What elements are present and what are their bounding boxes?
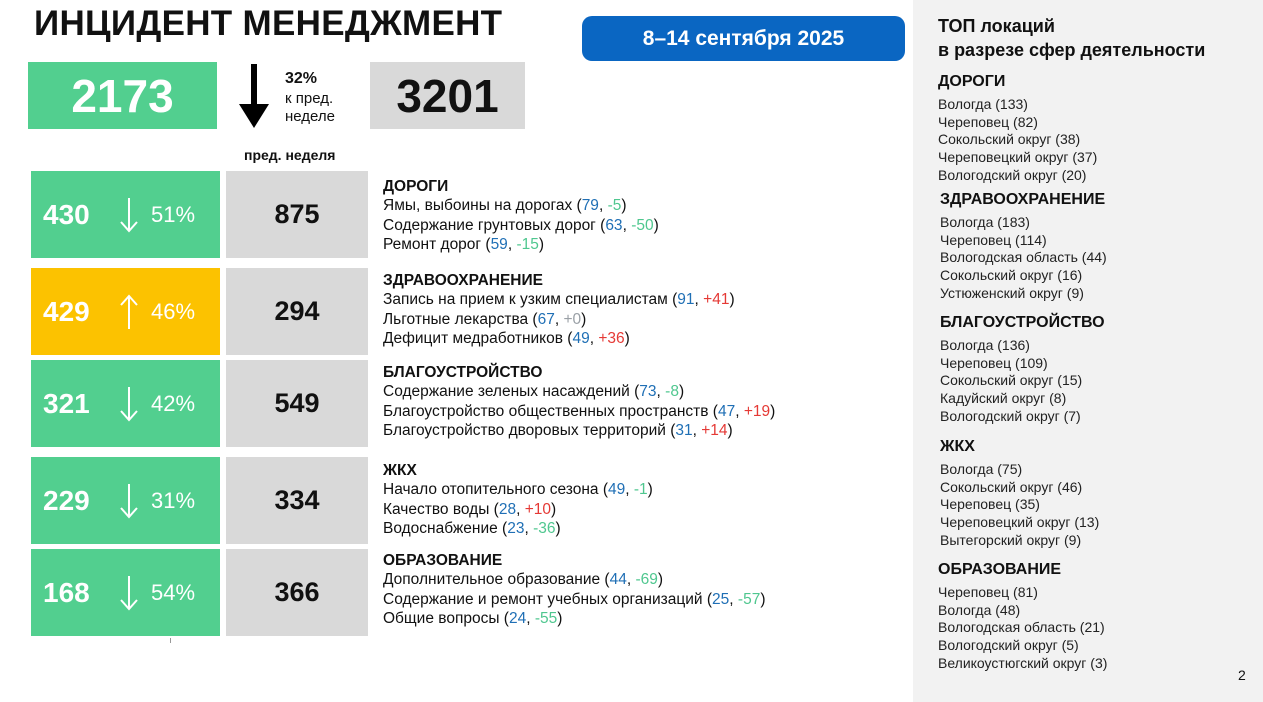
sidebar-location-item: Череповец (81) [938,584,1038,600]
subcategory-count: 24 [508,610,527,628]
category-count-box [31,360,220,447]
arrow-up-icon [119,293,139,331]
subcategory-label: Водоснабжение [383,520,498,538]
subcategory-delta: +0 [563,310,582,328]
subcategory-item: Общие вопросы (24, -55) [383,610,563,628]
category-details [383,271,735,349]
subcategory-label: Содержание и ремонт учебных организаций [383,590,703,608]
arrow-down-icon [119,482,139,520]
arrow-down-icon [119,196,139,234]
change-caption-line1: к пред. [285,90,334,107]
change-caption-line2: неделе [285,108,335,125]
subcategory-item: Водоснабжение (23, -36) [383,520,561,538]
category-details [383,177,659,255]
subcategory-delta: +19 [743,402,771,420]
sidebar-location-item: Сокольский округ (46) [940,478,1083,495]
sidebar-section-title: ОБРАЗОВАНИЕ [938,561,1062,578]
category-count: 168 [43,576,90,608]
sidebar-section [940,437,1099,550]
sidebar-location-item: Вологодский округ (7) [940,407,1081,424]
arrow-down-icon [119,385,139,423]
category-count: 321 [43,387,90,419]
sidebar-location-item: Устюженский округ (9) [940,284,1084,301]
subcategory-label: Благоустройство общественных пространств [383,402,709,420]
category-prev-week: 875 [226,171,368,258]
sidebar-location-item: Череповец (114) [940,231,1047,248]
sidebar-location-item: Вологда (136) [940,337,1030,353]
subcategory-count: 28 [498,500,517,518]
sidebar-location-item: Череповец (35) [940,496,1040,513]
sidebar-section [940,190,1107,303]
page-title: ИНЦИДЕНТ МЕНЕДЖМЕНТ [34,4,503,43]
subcategory-label: Дополнительное образование [383,571,601,589]
sidebar-location-item: Вологда (183) [940,214,1030,230]
subcategory-item: Благоустройство общественных пространств (47, +19) [383,402,776,420]
category-count: 430 [43,198,90,230]
category-name: ОБРАЗОВАНИЕ [383,552,503,569]
page-number: 2 [1238,667,1246,683]
sidebar-location-item: Сокольский округ (16) [940,267,1083,284]
subcategory-count: 63 [605,216,623,234]
date-range-badge: 8–14 сентября 2025 [582,16,905,61]
sidebar-section [938,560,1107,673]
sidebar-location-item: Сокольский округ (15) [940,372,1083,389]
subcategory-delta: -15 [516,236,539,254]
category-change-percent: 54% [151,579,196,605]
subcategory-delta: +10 [524,500,552,518]
subcategory-label: Ямы, выбоины на дорогах [383,197,573,215]
subcategory-count: 31 [675,422,693,440]
subcategory-delta: +14 [701,422,728,440]
prev-week-label: пред. неделя [244,147,336,163]
subcategory-count: 67 [537,310,555,328]
category-change-percent: 46% [151,298,196,324]
subcategory-delta: -5 [607,197,622,215]
category-prev-week: 549 [226,360,368,447]
sidebar-location-item: Вологодский округ (5) [938,637,1079,654]
change-percent: 32% [285,70,318,87]
sidebar-section-title: ДОРОГИ [938,73,1006,90]
category-name: БЛАГОУСТРОЙСТВО [383,364,543,381]
subcategory-label: Качество воды [383,500,490,518]
sidebar-section-title: ЖКХ [940,438,975,455]
change-caption [285,90,335,126]
subcategory-item: Благоустройство дворовых территорий (31, +14) [383,422,733,440]
subcategory-item: Содержание грунтовых дорог (63, -50) [383,216,659,234]
subcategory-item: Ямы, выбоины на дорогах (79, -5) [383,197,627,215]
subcategory-count: 23 [507,520,525,538]
subcategory-label: Общие вопросы [383,610,500,628]
sidebar-location-item: Сокольский округ (38) [938,131,1081,148]
subcategory-label: Благоустройство дворовых территорий [383,422,666,440]
sidebar-location-item: Вологодская область (21) [938,619,1105,636]
subcategory-count: 47 [717,402,736,420]
category-change-percent: 51% [151,201,196,227]
subcategory-count: 49 [608,481,626,499]
subcategory-label: Содержание грунтовых дорог [383,216,596,234]
sidebar-location-item: Вологда (133) [938,96,1028,112]
subcategory-item: Содержание зеленых насаждений (73, -8) [383,383,685,401]
subcategory-item: Запись на прием к узким специалистам (91, +41) [383,291,735,309]
subcategory-delta: -8 [665,383,679,401]
category-prev-week: 294 [226,268,368,355]
sidebar-location-item: Череповец (109) [940,354,1048,371]
arrow-down-icon [119,574,139,612]
sidebar-location-item: Вологда (48) [938,601,1021,618]
subcategory-item: Содержание и ремонт учебных организаций (25, -57) [383,590,766,608]
subcategory-label: Запись на прием к узким специалистам [383,291,668,309]
sidebar-location-item: Вологодская область (44) [940,249,1107,266]
category-change-percent: 42% [151,390,196,416]
subcategory-delta: -50 [631,216,654,234]
sidebar-location-item: Великоустюгский округ (3) [938,654,1108,671]
subcategory-delta: +36 [598,330,625,348]
subcategory-delta: -36 [533,520,556,538]
category-details [383,363,775,441]
subcategory-delta: -1 [633,481,648,499]
category-prev-week: 366 [226,549,368,636]
sidebar-location-item: Кадуйский округ (8) [940,390,1067,407]
subcategory-label: Содержание зеленых насаждений [383,383,630,401]
subcategory-delta: -55 [534,610,558,628]
category-count-box [31,268,220,355]
sidebar-section-title: ЗДРАВООХРАНЕНИЕ [940,191,1106,208]
arrow-down-icon [238,64,270,130]
sidebar-section-title: БЛАГОУСТРОЙСТВО [940,314,1105,331]
sidebar-location-item: Вологда (75) [940,461,1023,477]
category-count: 429 [43,295,90,327]
sidebar-location-item: Череповецкий округ (13) [940,514,1100,531]
sidebar-location-item: Череповец (82) [938,113,1038,130]
subcategory-label: Дефицит медработников [383,330,563,348]
total-incidents: 2173 [28,62,217,129]
category-name: ДОРОГИ [383,178,449,195]
sidebar-title [938,14,1205,62]
sidebar-section [938,72,1097,185]
category-details [383,461,653,539]
subcategory-count: 44 [609,571,627,589]
subcategory-count: 73 [639,383,657,401]
subcategory-count: 79 [581,197,599,215]
subcategory-count: 59 [490,236,508,254]
category-count-box [31,457,220,544]
subcategory-item: Дополнительное образование (44, -69) [383,571,664,589]
subcategory-label: Ремонт дорог [383,236,482,254]
subcategory-delta: -69 [635,571,658,589]
subcategory-item: Льготные лекарства (67, +0) [383,310,587,328]
category-count-box [31,171,220,258]
divider-mark [170,638,171,643]
prev-week-total: 3201 [370,62,525,129]
category-count-box [31,549,220,636]
subcategory-item: Дефицит медработников (49, +36) [383,330,630,348]
sidebar-location-item: Вологодский округ (20) [938,166,1087,183]
subcategory-item: Начало отопительного сезона (49, -1) [383,481,653,499]
sidebar-title-line1: ТОП локаций [938,16,1055,36]
subcategory-label: Льготные лекарства [383,310,529,328]
subcategory-item: Качество воды (28, +10) [383,500,557,518]
category-name: ЗДРАВООХРАНЕНИЕ [383,272,543,289]
category-prev-week: 334 [226,457,368,544]
category-count: 229 [43,484,90,516]
category-details [383,551,765,629]
category-change-percent: 31% [151,487,196,513]
subcategory-count: 25 [712,590,730,608]
sidebar-title-line2: в разрезе сфер деятельности [938,40,1206,60]
subcategory-item: Ремонт дорог (59, -15) [383,236,545,254]
subcategory-count: 49 [572,330,590,348]
category-name: ЖКХ [383,462,417,479]
sidebar-location-item: Череповецкий округ (37) [938,149,1098,166]
subcategory-count: 91 [677,291,695,309]
subcategory-delta: -57 [737,590,761,608]
subcategory-label: Начало отопительного сезона [383,481,599,499]
subcategory-delta: +41 [703,291,730,309]
sidebar-section [940,313,1105,426]
sidebar-location-item: Вытегорский округ (9) [940,531,1082,548]
